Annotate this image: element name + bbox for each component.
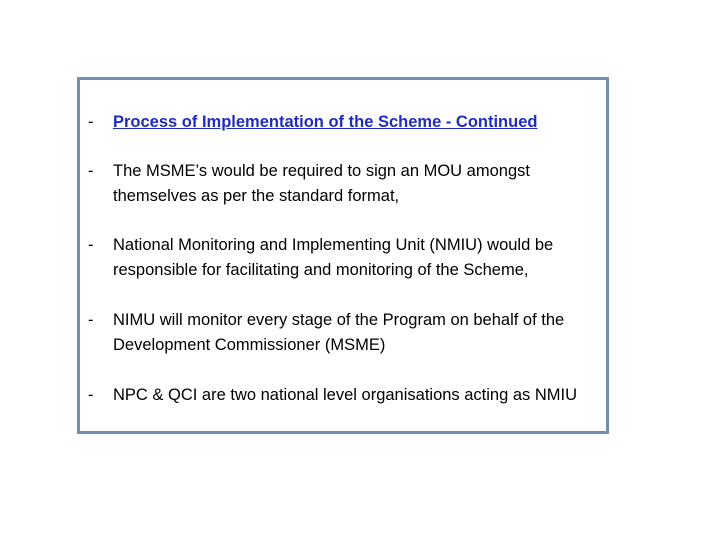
bullet-text: NPC & QCI are two national level organisations acting as NMIU xyxy=(113,386,578,404)
bullet-dash: - xyxy=(88,162,94,180)
bullet-list-box xyxy=(77,77,609,434)
bullet-dash: - xyxy=(88,236,94,254)
bullet-text: National Monitoring and Implementing Unit (NMIU) would be responsible for facilitating and monitoring of the Scheme, xyxy=(113,236,554,279)
bullet-dash: - xyxy=(88,113,94,131)
section-heading: Process of Implementation of the Scheme - Continued xyxy=(113,113,538,131)
bullet-text: The MSME’s would be required to sign an MOU amongst themselves as per the standard format, xyxy=(113,162,530,205)
bullet-dash: - xyxy=(88,311,94,329)
bullet-dash: - xyxy=(88,386,94,404)
bullet-text: NIMU will monitor every stage of the Program on behalf of the Development Commissioner (MSME) xyxy=(113,311,565,354)
